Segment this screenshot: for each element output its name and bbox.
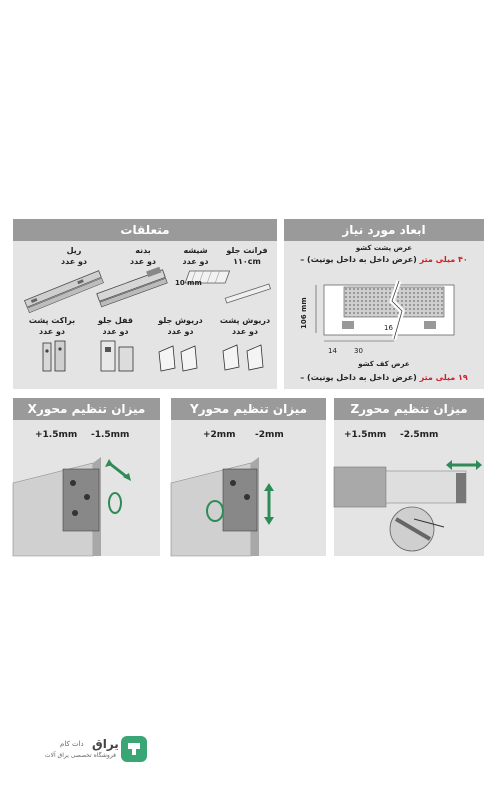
axis-x-title: میزان تنظیم محورX [13, 398, 160, 420]
height-label: 106 mm [300, 297, 308, 329]
axis-x-illustration [13, 453, 160, 556]
bottom-width-label: عرض کف کشو [358, 360, 410, 368]
axis-z-plus: +1.5mm [344, 430, 387, 440]
front-lock-illustration [99, 337, 139, 373]
back-cap-illustration [219, 341, 273, 373]
brand-name: یراق [92, 737, 119, 751]
axis-z-illustration [334, 453, 484, 556]
axis-y-title: میزان تنظیم محورY [171, 398, 326, 420]
item-back-cap-name: دریوش پشت [219, 316, 271, 325]
glass-thickness-label: 10 mm [175, 279, 202, 287]
item-rail-qty: دو عدد [60, 257, 88, 266]
item-back-cap-qty: دو عدد [231, 327, 259, 336]
brand-tagline: فروشگاه تخصصی یراق آلات [44, 752, 116, 759]
axis-x-panel [13, 398, 160, 556]
accessories-title: متعلقات [13, 219, 277, 241]
bottom-width-expression: (عرض داخل به داخل یونیت) – [300, 373, 417, 382]
axis-z-title: میزان تنظیم محورZ [334, 398, 484, 420]
front-cap-illustration [155, 344, 205, 372]
brand-logo-icon [120, 735, 148, 763]
accessories-panel [13, 219, 277, 389]
axis-x-minus: -1.5mm [91, 430, 130, 440]
bottom-width-value: ۱۹ میلی متر [419, 373, 468, 382]
top-width-formula [296, 254, 472, 265]
item-body-name: بدنه [135, 246, 151, 255]
item-rail-name: ریل [66, 246, 82, 255]
item-front-lock-qty: دو عدد [102, 327, 129, 336]
brand-logo [42, 735, 152, 765]
axis-z-panel [334, 398, 484, 556]
dim-14: 14 [328, 347, 337, 355]
item-back-bracket-qty: دو عدد [38, 327, 66, 336]
item-front-cap-name: دریوش جلو [158, 316, 203, 325]
back-bracket-illustration [39, 337, 75, 373]
top-width-expression: (عرض داخل به داخل یونیت) – [300, 255, 417, 264]
dimensions-title: ابعاد مورد نیاز [284, 219, 484, 241]
top-width-value: ۴۰ میلی متر [419, 255, 468, 264]
axis-x-plus: +1.5mm [35, 430, 78, 440]
bottom-width-formula [296, 372, 472, 383]
drawer-section-diagram [304, 271, 464, 351]
axis-y-minus: -2mm [255, 430, 284, 440]
dim-30: 30 [354, 347, 363, 355]
brand-suffix: دات کام [60, 740, 84, 748]
axis-z-minus: -2.5mm [400, 430, 439, 440]
item-body-qty: دو عدد [129, 257, 157, 266]
dim-16: 16 [384, 324, 393, 332]
item-front-qty: ۱۱۰cm [233, 257, 261, 266]
dimensions-panel [284, 219, 484, 389]
item-glass-name: شیشه [183, 246, 208, 255]
item-front-name: فرانت جلو [226, 246, 268, 255]
body-illustration [93, 271, 173, 305]
axis-y-plus: +2mm [203, 430, 236, 440]
item-back-bracket-name: براکت پشت [28, 316, 76, 325]
front-profile-illustration [223, 283, 273, 305]
top-width-label: عرض پشت کشو [355, 244, 413, 252]
item-front-lock-name: قفل جلو [98, 316, 133, 325]
item-front-cap-qty: دو عدد [167, 327, 194, 336]
axis-y-panel [171, 398, 326, 556]
axis-y-illustration [171, 453, 326, 556]
item-glass-qty: دو عدد [182, 257, 209, 266]
